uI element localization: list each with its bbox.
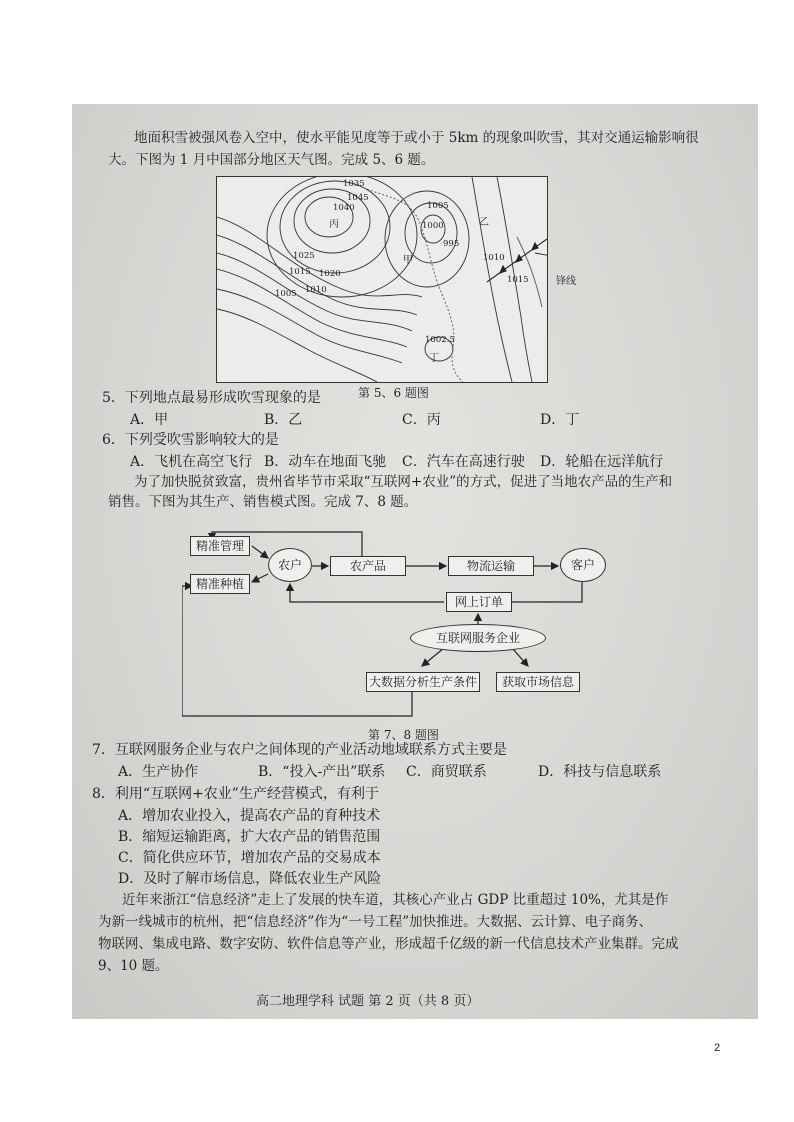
isobar-label: 1045 [347,193,369,203]
box-big-data: 大数据分析生产条件 [366,672,480,692]
isobar-label: 995 [443,239,460,249]
q8-option-a: A．增加农业投入，提高农产品的育种技术 [118,808,381,824]
q6-option-c: C．汽车在高速行驶 [402,454,525,470]
q7-option-b: B．“投入-产出”联系 [258,764,386,780]
place-jia: 甲 [403,255,413,266]
q6-option-a: A．飞机在高空飞行 [130,454,253,470]
isobar-label: 1035 [343,179,365,189]
intro-line-1: 地面积雪被强风卷入空中，使水平能见度等于或小于 5km 的现象叫吹雪，其对交通运输影响很 [134,130,699,146]
front-label: 锋线 [556,276,576,287]
place-bing: 丙 [329,219,339,230]
question-8-stem: 8．利用“互联网+农业”生产经营模式，有利于 [92,786,379,802]
intro3-line-2: 为新一线城市的杭州，把“信息经济”作为“一号工程”加快推进。大数据、云计算、电子商务、 [98,914,653,930]
q8-option-b: B．缩短运输距离，扩大农产品的销售范围 [118,829,381,845]
page-number: 2 [714,1042,721,1054]
weather-map-drawing [217,177,547,382]
scanned-exam-page [72,104,758,1019]
place-ding: 丁 [429,353,439,364]
box-logistics: 物流运输 [448,556,534,576]
q7-option-a: A．生产协作 [118,764,199,780]
isobar-label: 1040 [333,203,355,213]
map-caption: 第 5、6 题图 [358,386,429,400]
q5-option-a: A．甲 [130,412,169,428]
isobar-label: 1005 [427,201,449,211]
flow-caption: 第 7、8 题图 [368,728,439,742]
ellipse-internet-company: 互联网服务企业 [410,624,546,652]
question-7-stem: 7．互联网服务企业与农户之间体现的产业活动地域联系方式主要是 [92,742,507,758]
question-5-stem: 5．下列地点最易形成吹雪现象的是 [102,390,321,406]
box-precise-management: 精准管理 [190,536,250,556]
q6-option-d: D．轮船在远洋航行 [540,454,664,470]
intro3-line-4: 9、10 题。 [98,958,169,974]
q6-option-b: B．动车在地面飞驰 [264,454,387,470]
isobar-label: 1002.5 [425,335,455,345]
box-precise-planting: 精准种植 [190,574,250,594]
place-yi: 乙 [479,217,489,228]
box-online-order: 网上订单 [446,592,512,612]
box-market-info: 获取市场信息 [496,672,580,692]
isobar-label: 1025 [293,251,315,261]
isobar-label: 1010 [483,253,505,263]
box-agri-product: 农产品 [330,556,406,576]
isobar-label: 1010 [305,285,327,295]
intro-line-2: 大。下图为 1 月中国部分地区天气图。完成 5、6 题。 [108,152,435,168]
intro3-line-1: 近年来浙江“信息经济”走上了发展的快车道，其核心产业占 GDP 比重超过 10%，尤其是作 [122,892,669,908]
q8-option-c: C．简化供应环节，增加农产品的交易成本 [118,850,381,866]
isobar-label: 1005 [275,289,297,299]
isobar-label: 1020 [319,269,341,279]
page-footer: 高二地理学科 试题 第 2 页（共 8 页） [256,994,480,1009]
isobar-label: 1015 [289,267,311,277]
q7-option-c: C．商贸联系 [406,764,487,780]
q7-option-d: D．科技与信息联系 [538,764,662,780]
isobar-label: 1000 [422,221,444,231]
intro2-line-2: 销售。下图为其生产、销售模式图。完成 7、8 题。 [108,494,418,510]
isobar-label: 1015 [507,275,529,285]
q5-option-c: C．丙 [402,412,441,428]
q5-option-d: D．丁 [540,412,580,428]
weather-map [216,176,548,383]
intro2-line-1: 为了加快脱贫致富，贵州省毕节市采取“互联网+农业”的方式，促进了当地农产品的生产和 [134,474,673,490]
question-6-stem: 6．下列受吹雪影响较大的是 [102,432,279,448]
q8-option-d: D．及时了解市场信息，降低农业生产风险 [118,871,382,887]
q5-option-b: B．乙 [264,412,303,428]
ellipse-farmer: 农户 [268,548,312,582]
ellipse-customer: 客户 [560,548,606,582]
intro3-line-3: 物联网、集成电路、数字安防、软件信息等产业，形成超千亿级的新一代信息技术产业集群。完成 [98,936,679,952]
